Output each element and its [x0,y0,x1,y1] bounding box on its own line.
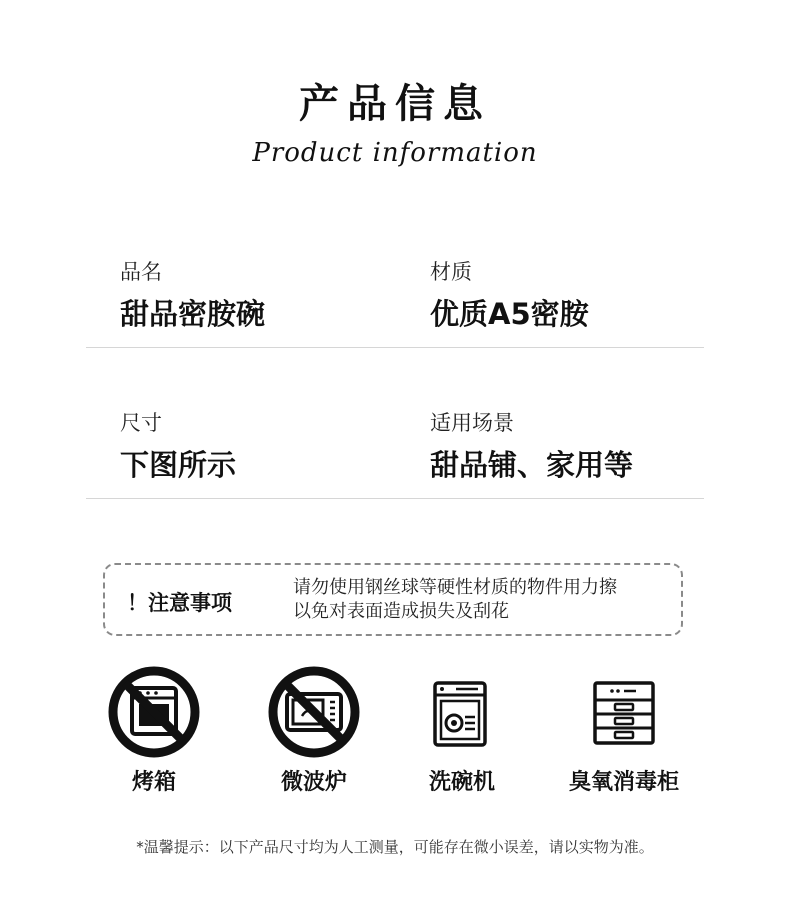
icon-label-oven: 烤箱 [131,770,176,795]
field-label-name: 品名 [120,260,162,284]
notice-title: ！注意事项 [127,591,232,615]
disinfection-cabinet-icon [592,680,656,746]
field-value-name: 甜品密胺碗 [120,297,266,331]
field-label-size: 尺寸 [120,411,162,435]
microwave-prohibited-icon [268,666,360,758]
icon-label-microwave: 微波炉 [280,770,347,795]
divider [86,498,704,499]
oven-prohibited-icon [108,666,200,758]
divider [86,347,704,348]
page-subtitle: Product information [252,138,538,168]
icon-label-cabinet: 臭氧消毒柜 [568,770,679,795]
notice-line-2: 以免对表面造成损失及刮花 [293,601,509,622]
field-value-material: 优质A5密胺 [430,297,589,331]
field-label-scene: 适用场景 [430,411,514,435]
notice-box [103,563,683,636]
field-value-size: 下图所示 [120,448,237,482]
footnote: *温馨提示：以下产品尺寸均为人工测量，可能存在微小误差，请以实物为准。 [136,838,654,856]
notice-text [293,576,617,624]
field-label-material: 材质 [430,260,472,284]
dishwasher-icon [432,680,488,748]
icon-label-dishwasher: 洗碗机 [428,770,495,795]
notice-line-1: 请勿使用钢丝球等硬性材质的物件用力擦 [293,577,617,598]
field-value-scene: 甜品铺、家用等 [430,448,634,482]
page-title: 产品信息 [299,81,491,127]
